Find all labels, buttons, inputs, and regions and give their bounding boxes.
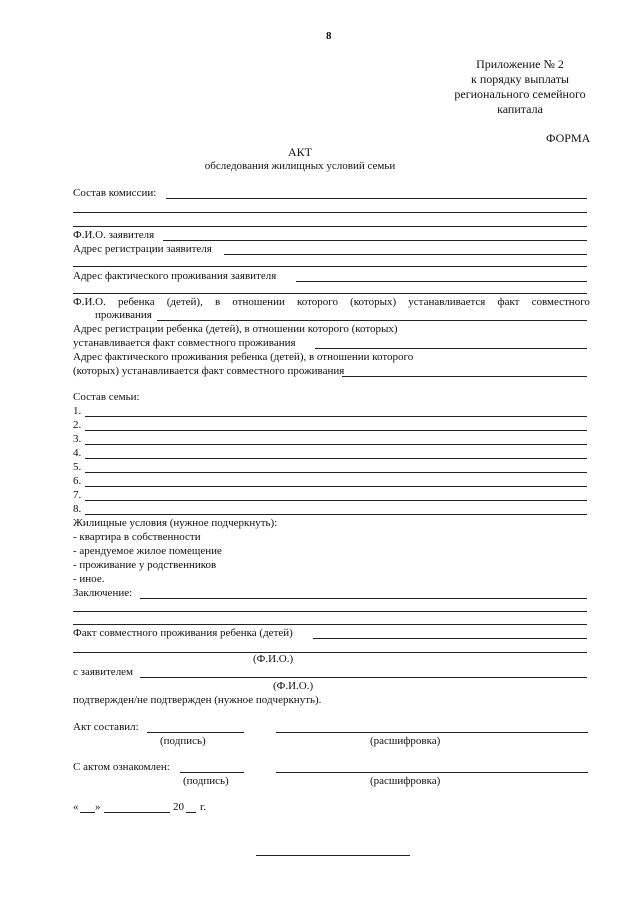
appendix-line-4: капитала <box>497 102 543 116</box>
housing-option[interactable]: - иное. <box>73 573 105 585</box>
date-year-suffix: г. <box>200 801 207 813</box>
appendix-line-3: регионального семейного <box>454 87 586 101</box>
with-applicant-line[interactable] <box>140 677 587 678</box>
child-name-word: которого <box>296 296 338 308</box>
family-item-number: 8. <box>73 503 82 515</box>
child-actual-line[interactable] <box>342 376 587 377</box>
child-name-word: устанавливается <box>408 296 486 308</box>
transcript-line-1[interactable] <box>276 732 588 733</box>
family-item-line[interactable] <box>85 416 587 417</box>
conclusion-line-2[interactable] <box>73 611 587 612</box>
child-actual-label-1: Адрес фактического проживания ребенка (детей), в отношении которого <box>73 351 414 363</box>
child-reg-label-1: Адрес регистрации ребенка (детей), в отношении которого (которых) <box>73 323 398 335</box>
applicant-name-label: Ф.И.О. заявителя <box>73 229 155 241</box>
confirmed-text: подтвержден/не подтвержден (нужное подчеркнуть). <box>73 694 322 706</box>
family-item-line[interactable] <box>85 472 587 473</box>
family-item-line[interactable] <box>85 486 587 487</box>
commission-line[interactable] <box>166 198 587 199</box>
transcript-caption-1: (расшифровка) <box>370 735 441 747</box>
conclusion-label: Заключение: <box>73 587 133 599</box>
child-name-word: (детей), <box>166 296 203 308</box>
acquainted-label: С актом ознакомлен: <box>73 761 170 773</box>
housing-label: Жилищные условия (нужное подчеркнуть): <box>73 517 278 529</box>
compiled-label: Акт составил: <box>73 721 139 733</box>
conclusion-line[interactable] <box>140 598 587 599</box>
family-item-number: 7. <box>73 489 82 501</box>
cohabitation-fact-label: Факт совместного проживания ребенка (детей) <box>73 627 293 639</box>
appendix-line-2: к порядку выплаты <box>471 72 569 86</box>
signature-caption-2: (подпись) <box>183 775 229 787</box>
commission-line-3[interactable] <box>73 226 587 227</box>
signature-line-2[interactable] <box>180 772 244 773</box>
applicant-actual-address-line[interactable] <box>296 281 587 282</box>
housing-option[interactable]: - квартира в собственности <box>73 531 201 543</box>
transcript-caption-2: (расшифровка) <box>370 775 441 787</box>
family-item-number: 2. <box>73 419 82 431</box>
family-item-line[interactable] <box>85 430 587 431</box>
applicant-reg-address-label: Адрес регистрации заявителя <box>73 243 212 255</box>
conclusion-line-3[interactable] <box>73 624 587 625</box>
housing-option[interactable]: - проживание у родственников <box>73 559 217 571</box>
child-name-label <box>73 296 590 309</box>
commission-line-2[interactable] <box>73 212 587 213</box>
child-name-line[interactable] <box>157 320 587 321</box>
footer-divider <box>256 855 410 856</box>
housing-option[interactable]: - арендуемое жилое помещение <box>73 545 222 557</box>
applicant-actual-address-line-2[interactable] <box>73 293 587 294</box>
child-reg-line[interactable] <box>315 348 587 349</box>
fio-caption-1: (Ф.И.О.) <box>253 653 294 665</box>
cohabitation-fact-line[interactable] <box>313 638 587 639</box>
date-close-quote: » <box>95 801 101 813</box>
form-label: ФОРМА <box>546 131 591 145</box>
child-name-word: Ф.И.О. <box>73 296 106 308</box>
with-applicant-label: с заявителем <box>73 666 134 678</box>
family-item-number: 4. <box>73 447 82 459</box>
family-label: Состав семьи: <box>73 391 140 403</box>
child-name-word: (которых) <box>350 296 397 308</box>
date-month-line[interactable] <box>104 812 170 813</box>
family-item-line[interactable] <box>85 458 587 459</box>
child-name-word: отношении <box>232 296 285 308</box>
transcript-line-2[interactable] <box>276 772 588 773</box>
family-item-number: 6. <box>73 475 82 487</box>
child-reg-label-2: устанавливается факт совместного проживания <box>73 337 296 349</box>
signature-line-1[interactable] <box>147 732 244 733</box>
commission-label: Состав комиссии: <box>73 187 157 199</box>
applicant-actual-address-label: Адрес фактического проживания заявителя <box>73 270 277 282</box>
family-item-number: 3. <box>73 433 82 445</box>
cohabitation-fact-line-2[interactable] <box>73 652 587 653</box>
date-open-quote: « <box>73 801 79 813</box>
applicant-reg-address-line-2[interactable] <box>73 266 587 267</box>
child-name-cont: проживания <box>95 309 152 321</box>
page-number: 8 <box>326 30 332 42</box>
child-name-word: факт <box>497 296 520 308</box>
applicant-reg-address-line[interactable] <box>224 254 587 255</box>
child-name-word: в <box>214 296 221 308</box>
applicant-name-line[interactable] <box>163 240 587 241</box>
signature-caption-1: (подпись) <box>160 735 206 747</box>
fio-caption-2: (Ф.И.О.) <box>273 680 314 692</box>
child-actual-label-2: (которых) устанавливается факт совместного проживания <box>73 365 345 377</box>
child-name-word: совместного <box>531 296 590 308</box>
child-name-word: ребенка <box>117 296 155 308</box>
date-year-line[interactable] <box>186 812 196 813</box>
document-title: АКТ <box>288 145 312 159</box>
family-item-number: 1. <box>73 405 82 417</box>
date-year-prefix: 20 <box>173 801 184 813</box>
family-item-line[interactable] <box>85 500 587 501</box>
family-item-line[interactable] <box>85 514 587 515</box>
document-subtitle: обследования жилищных условий семьи <box>204 160 396 172</box>
appendix-line-1: Приложение № 2 <box>476 57 564 71</box>
date-day-line[interactable] <box>80 812 95 813</box>
family-item-number: 5. <box>73 461 82 473</box>
family-item-line[interactable] <box>85 444 587 445</box>
